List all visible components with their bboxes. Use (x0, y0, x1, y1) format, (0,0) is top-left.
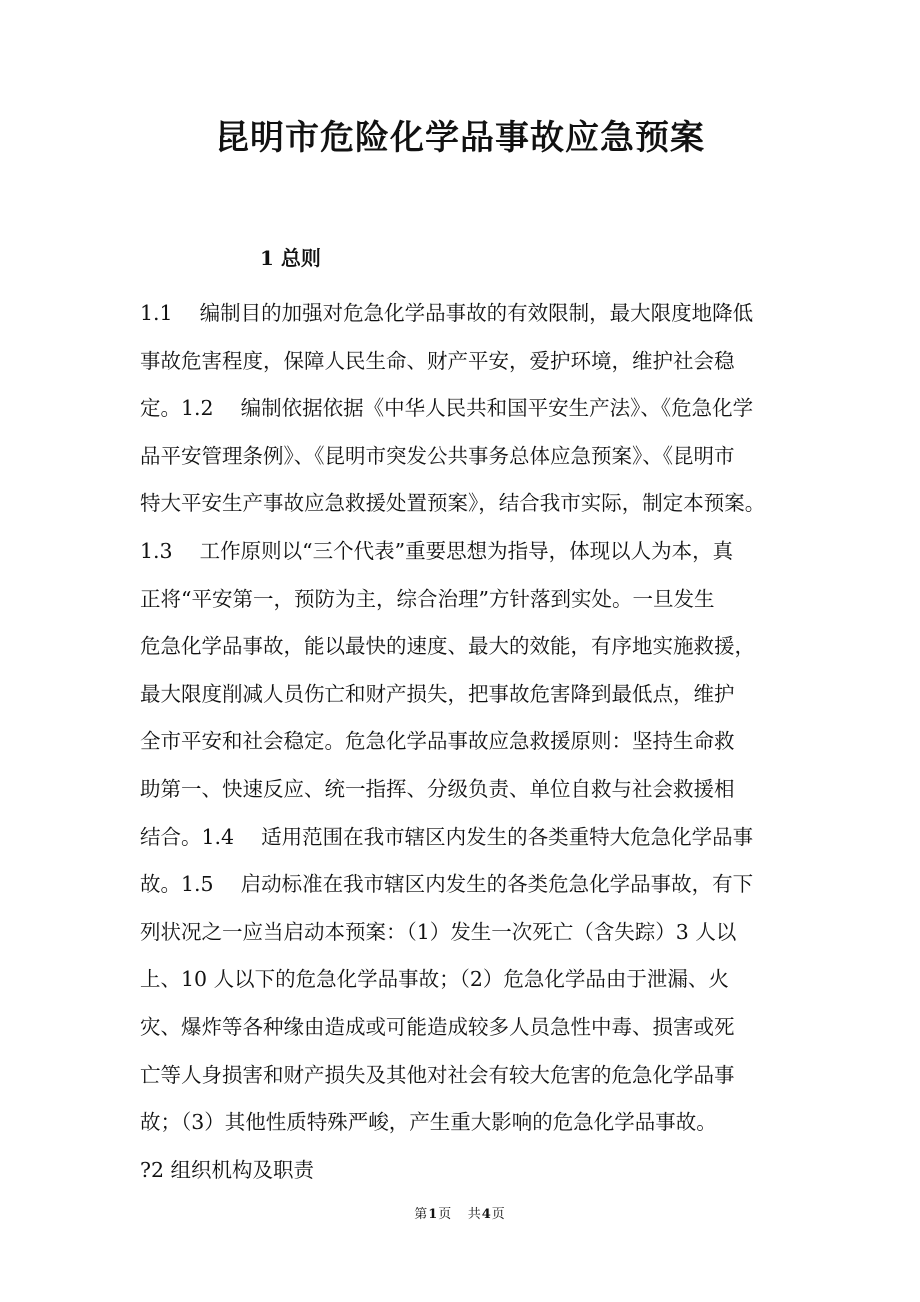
body-line: 最大限度削减人员伤亡和财产损失，把事故危害降到最低点，维护 (140, 681, 735, 706)
body-line: 助第一、快速反应、统一指挥、分级负责、单位自救与社会救援相 (140, 776, 735, 801)
document-body (140, 290, 790, 1194)
body-line: 全市平安和社会稳定。危急化学品事故应急救援原则：坚持生命救 (140, 729, 735, 754)
total-prefix: 共 (467, 1207, 482, 1222)
body-line: 结合。1.4 适用范围在我市辖区内发生的各类重特大危急化学品事 (140, 824, 754, 849)
page-unit: 页 (438, 1207, 453, 1222)
document-title: 昆明市危险化学品事故应急预案 (215, 118, 705, 158)
body-line: 事故危害程度，保障人民生命、财产平安，爱护环境，维护社会稳 (140, 348, 735, 373)
body-line: 特大平安生产事故应急救援处置预案》，结合我市实际，制定本预案。 (140, 491, 766, 516)
section-heading: 1 总则 (260, 246, 321, 270)
total-unit: 页 (491, 1207, 506, 1222)
body-line: 1.1 编制目的加强对危急化学品事故的有效限制，最大限度地降低 (140, 301, 754, 325)
section-heading-next: ?2 组织机构及职责 (140, 1157, 315, 1182)
body-line: 故。1.5 启动标准在我市辖区内发生的各类危急化学品事故，有下 (140, 872, 754, 897)
page-prefix: 第 (414, 1207, 429, 1222)
page-footer (0, 1205, 920, 1225)
body-line: 故；（3）其他性质特殊严峻，产生重大影响的危急化学品事故。 (140, 1110, 717, 1135)
body-line: 定。1.2 编制依据依据《中华人民共和国平安生产法》、《危急化学 (140, 396, 754, 421)
body-line: 1.3 工作原则以“三个代表”重要思想为指导，体现以人为本，真 (140, 538, 734, 563)
body-line: 正将“平安第一，预防为主，综合治理”方针落到实处。一旦发生 (140, 586, 715, 611)
body-line: 危急化学品事故，能以最快的速度、最大的效能，有序地实施救援， (140, 634, 755, 659)
body-line: 列状况之一应当启动本预案：（1）发生一次死亡（含失踪）3 人以 (140, 919, 737, 944)
body-line: 上、10 人以下的危急化学品事故；（2）危急化学品由于泄漏、火 (140, 967, 729, 992)
body-line: 品平安管理条例》、《昆明市突发公共事务总体应急预案》、《昆明市 (140, 443, 735, 468)
page-total: 4 (481, 1207, 492, 1222)
body-line: 灾、爆炸等各种缘由造成或可能造成较多人员急性中毒、损害或死 (140, 1014, 735, 1039)
page-current: 1 (428, 1207, 439, 1222)
body-line: 亡等人身损害和财产损失及其他对社会有较大危害的危急化学品事 (140, 1062, 735, 1087)
